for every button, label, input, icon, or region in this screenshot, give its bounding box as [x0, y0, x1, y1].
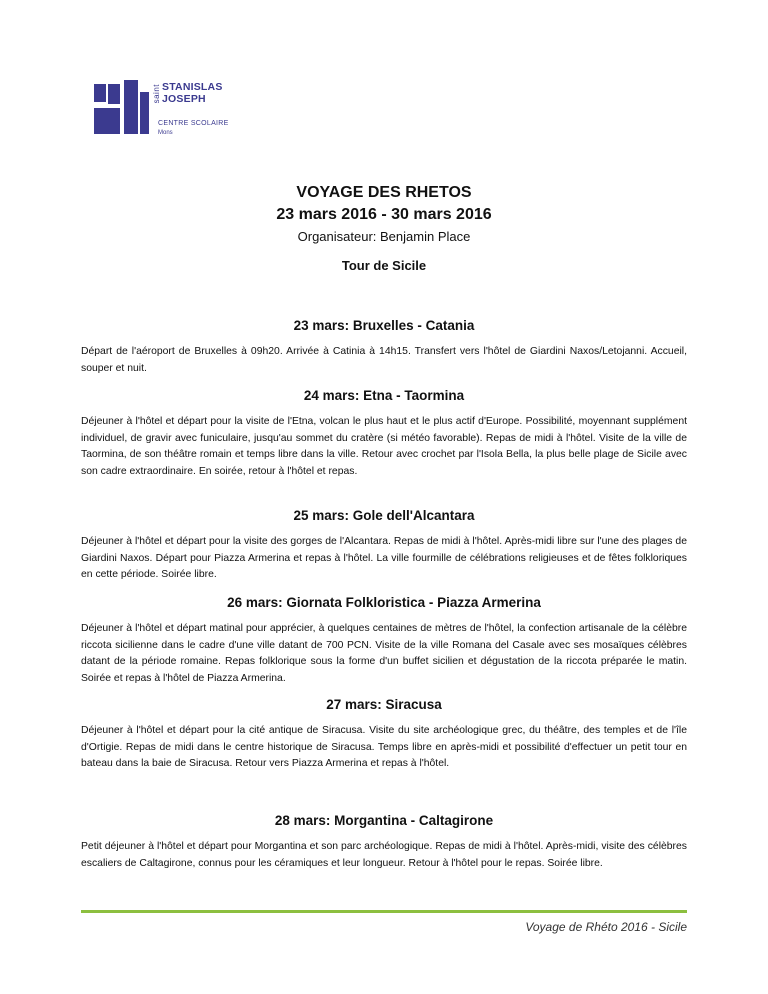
document-dates: 23 mars 2016 - 30 mars 2016	[276, 206, 492, 223]
logo-name-line1: STANISLAS	[162, 81, 223, 93]
day-heading: 28 mars: Morgantina - Caltagirone	[274, 813, 494, 828]
school-logo	[92, 78, 232, 150]
organizer: Organisateur: Benjamin Place	[297, 229, 471, 244]
day-heading: 25 mars: Gole dell'Alcantara	[293, 508, 475, 523]
footer-text: Voyage de Rhéto 2016 - Sicile	[525, 920, 687, 934]
day-heading: 23 mars: Bruxelles - Catania	[293, 318, 475, 333]
day-heading: 27 mars: Siracusa	[326, 697, 442, 712]
day-description: Déjeuner à l'hôtel et départ pour la visite des gorges de l'Alcantara. Repas de midi à l'hôtel. Après-midi libre sur l'une des plages de Giardini Naxos. Départ pour Piazza Armerina et repas à l'hôtel. La ville fourmille de célébrations religieuses et de fêtes folkloriques en cette période. Soirée libre.	[81, 536, 687, 580]
day-description: Départ de l'aéroport de Bruxelles à 09h20. Arrivée à Catinia à 14h15. Transfert vers l'hôtel de Giardini Naxos/Letojanni. Accueil, souper et nuit.	[81, 346, 687, 374]
day-description: Petit déjeuner à l'hôtel et départ pour Morgantina et son parc archéologique. Repas de midi à l'hôtel. Après-midi, visite des célèbres escaliers de Caltagirone, connus pour les céramiques et leur longueur. Retour à l'hôtel pour le repas. Soirée libre.	[81, 841, 687, 869]
day-heading: 26 mars: Giornata Folkloristica - Piazza Armerina	[227, 595, 541, 610]
title-block	[0, 182, 768, 273]
day-description: Déjeuner à l'hôtel et départ pour la cité antique de Siracusa. Visite du site archéologique grec, du théâtre, des temples et de l'île d'Ortigie. Repas de midi dans le centre historique de Siracusa. Temps libre en après-midi et possibilité d'effectuer un petit tour en bateau dans la baie de Siracusa. Retour vers Piazza Armerina et repas à l'hôtel.	[81, 725, 687, 769]
footer-divider	[81, 910, 687, 913]
day-heading: 24 mars: Etna - Taormina	[303, 388, 465, 403]
document-subtitle: Tour de Sicile	[341, 258, 427, 273]
logo-saint-text: saint	[152, 84, 161, 104]
day-section	[81, 697, 687, 773]
logo-centre-text: CENTRE SCOLAIRE	[158, 120, 229, 127]
day-description: Déjeuner à l'hôtel et départ matinal pour apprécier, à quelques centaines de mètres de l'hôtel, la confection artisanale de la célèbre riccota sicilienne dans le cadre d'une ville datant de 700 PCN. Visite de la ville Romana del Casale avec ses mosaïques célèbres datant de la période romaine. Repas folklorique sous la forme d'un buffet sicilien et dégustation de la riccota préparée le matin. Soirée et repas à l'hôtel de Piazza Armerina.	[81, 623, 687, 684]
day-section	[81, 508, 687, 584]
logo-city-text: Mons	[158, 130, 173, 136]
day-description: Déjeuner à l'hôtel et départ pour la visite de l'Etna, volcan le plus haut et le plus actif d'Europe. Possibilité, moyennant supplément individuel, de gravir avec funiculaire, jusqu'au sommet du cratère (si météo favorable). Repas de midi à l'hôtel. Visite de la ville de Taormina, de son théâtre romain et temps libre dans la ville. Retour avec crochet par l'Isola Bella, la plus belle plage de Sicile avec son cadre extraordinaire. En soirée, retour à l'hôtel et repas.	[81, 416, 687, 477]
logo-name-line2: JOSEPH	[162, 93, 206, 105]
school-logo-mark	[92, 78, 152, 136]
day-section	[81, 388, 687, 480]
document-title: VOYAGE DES RHETOS	[296, 184, 472, 201]
day-section	[81, 813, 687, 872]
day-section	[81, 318, 687, 377]
day-section	[81, 595, 687, 687]
